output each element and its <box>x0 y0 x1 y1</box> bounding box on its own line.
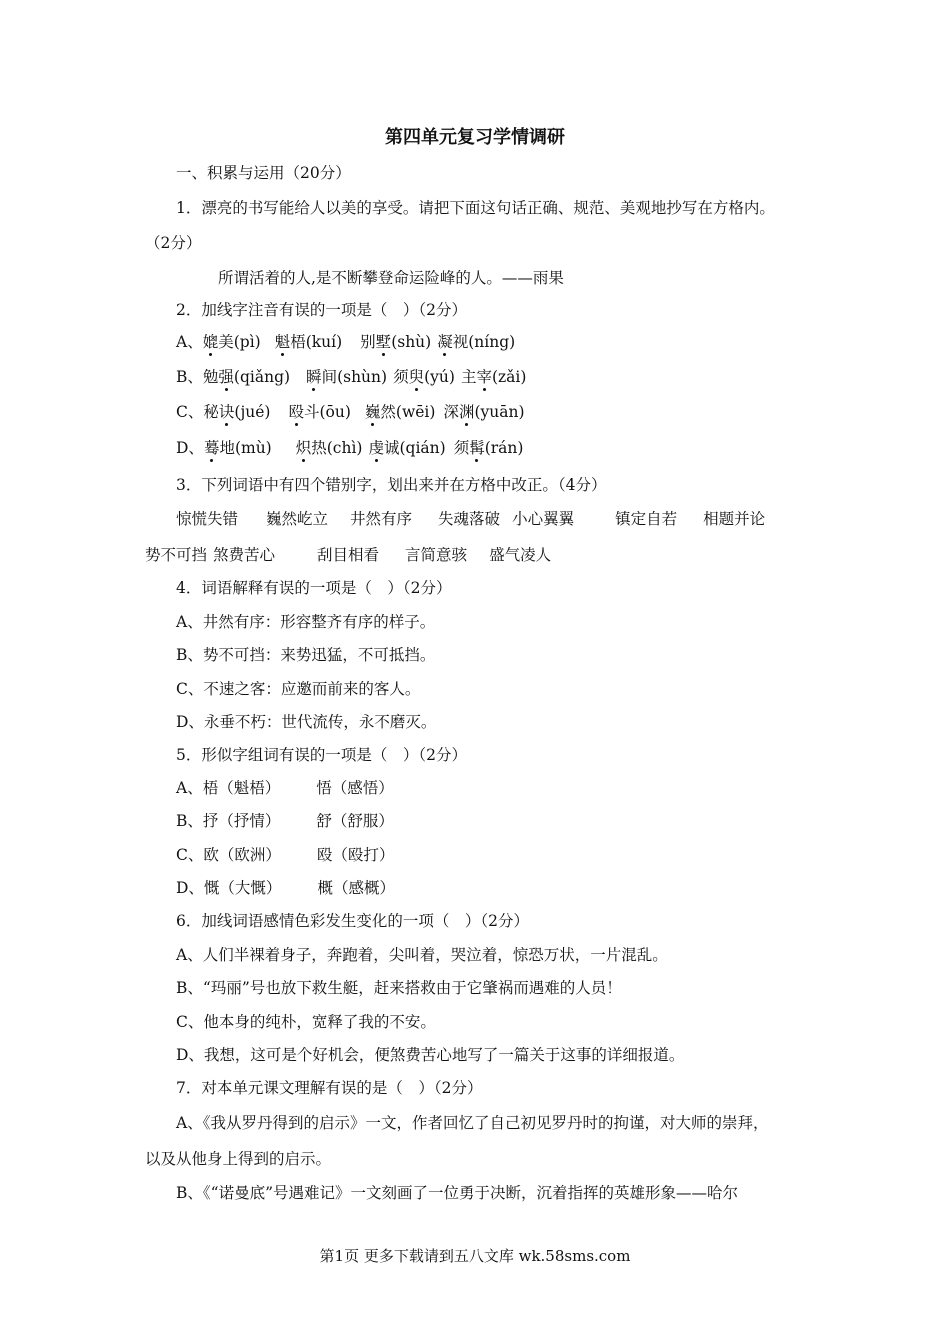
question-6-option-c: C、他本身的纯朴，宽释了我的不安。 <box>176 1013 436 1031</box>
question-4-stem: 4．词语解释有误的一项是（ ）（2分） <box>176 579 452 597</box>
question-6-option-d: D、我想，这可是个好机会，便煞费苦心地写了一篇关于这事的详细报道。 <box>176 1046 685 1064</box>
page-footer: 第1页 更多下载请到五八文库 wk.58sms.com <box>319 1247 631 1265</box>
pinyin-item: 媲美(pì) <box>202 333 261 351</box>
word-item: 煞费苦心 <box>213 546 276 564</box>
word-item: 巍然屹立 <box>266 510 329 528</box>
underdot-character: 宰 <box>476 368 492 386</box>
question-7-option-a: A、《我从罗丹得到的启示》一文，作者回忆了自己初见罗丹时的拘谨，对大师的崇拜， <box>176 1114 769 1132</box>
option-word: 舒（舒服） <box>316 812 394 830</box>
underdot-character: 墅 <box>375 333 392 351</box>
pinyin-item: 殴斗(ōu) <box>288 403 351 421</box>
question-3-row-1 <box>176 509 765 529</box>
underdot-character: 诀 <box>218 403 235 421</box>
underdot-character: 巍 <box>364 403 381 421</box>
pinyin-item: 凝视(níng) <box>437 333 516 351</box>
question-2-option-d <box>176 438 523 458</box>
question-1-quote: 所谓活着的人,是不断攀登命运险峰的人。——雨果 <box>218 269 564 287</box>
option-label: A、 <box>176 333 203 351</box>
option-word: B、抒（抒情） <box>176 812 281 830</box>
question-2-option-a <box>176 332 515 352</box>
underdot-character: 蓦 <box>203 439 220 457</box>
question-2-option-c <box>176 402 525 422</box>
option-word: 悟（感悟） <box>316 779 394 797</box>
pinyin-item: 炽热(chì) <box>295 439 363 457</box>
word-item: 势不可挡 <box>145 546 208 564</box>
question-6-option-a: A、人们半裸着身子，奔跑着，尖叫着，哭泣着，惊恐万状，一片混乱。 <box>176 946 668 964</box>
pinyin-item: 魁梧(kuí) <box>274 333 343 351</box>
question-7-option-a-cont: 以及从他身上得到的启示。 <box>145 1150 332 1168</box>
option-word: C、欧（欧洲） <box>176 846 281 864</box>
pinyin-item: 深渊(yuān) <box>443 403 525 421</box>
pinyin-item: 勉强(qiǎng) <box>202 368 291 386</box>
pinyin-item: 秘诀(jué) <box>203 403 271 421</box>
pinyin-item: 须臾(yú) <box>393 368 455 386</box>
underdot-character: 强 <box>218 368 234 386</box>
question-5-option-b <box>176 811 394 831</box>
underdot-character: 臾 <box>408 368 425 386</box>
question-6-option-b: B、“玛丽”号也放下救生艇，赶来搭救由于它肇祸而遇难的人员！ <box>176 979 622 997</box>
underdot-character: 媲 <box>202 333 219 351</box>
underdot-character: 髯 <box>469 439 485 457</box>
underdot-character: 殴 <box>288 403 304 421</box>
word-item: 井然有序 <box>350 510 413 528</box>
question-3-row-2 <box>145 545 551 565</box>
word-item: 小心翼翼 <box>512 510 575 528</box>
question-2-option-b <box>176 367 526 387</box>
option-label: C、 <box>176 403 204 421</box>
word-item: 刮目相看 <box>317 546 380 564</box>
option-word: D、慨（大慨） <box>176 879 282 897</box>
question-3-stem: 3．下列词语中有四个错别字，划出来并在方格中改正。（4分） <box>176 476 607 494</box>
question-5-option-c <box>176 845 394 865</box>
option-label: B、 <box>176 368 203 386</box>
question-2-stem: 2．加线字注音有误的一项是（ ）（2分） <box>176 301 467 319</box>
underdot-character: 瞬 <box>306 368 322 386</box>
pinyin-item: 蓦地(mù) <box>203 439 272 457</box>
underdot-character: 凝 <box>437 333 453 351</box>
section-heading: 一、积累与运用（20分） <box>176 164 351 182</box>
question-7-option-b: B、《“诺曼底”号遇难记》一文刻画了一位勇于决断，沉着指挥的英雄形象——哈尔 <box>176 1184 738 1202</box>
question-4-option-b: B、势不可挡：来势迅猛，不可抵挡。 <box>176 646 436 664</box>
question-6-stem: 6．加线词语感情色彩发生变化的一项（ ）（2分） <box>176 912 529 930</box>
word-item: 相题并论 <box>703 510 766 528</box>
pinyin-item: 虔诚(qián) <box>368 439 446 457</box>
underdot-character: 渊 <box>458 403 475 421</box>
underdot-character: 虔 <box>368 439 384 457</box>
underdot-character: 炽 <box>295 439 312 457</box>
pinyin-item: 主宰(zǎi) <box>460 368 527 386</box>
question-5-stem: 5．形似字组词有误的一项是（ ）（2分） <box>176 746 467 764</box>
question-1-text: 1．漂亮的书写能给人以美的享受。请把下面这句话正确、规范、美观地抄写在方格内。 <box>176 199 775 217</box>
pinyin-item: 巍然(wēi) <box>364 403 436 421</box>
word-item: 失魂落破 <box>438 510 501 528</box>
word-item: 惊慌失错 <box>176 510 239 528</box>
pinyin-item: 瞬间(shùn) <box>306 368 388 386</box>
page-title: 第四单元复习学情调研 <box>385 127 565 148</box>
question-4-option-d: D、永垂不朽：世代流传，永不磨灭。 <box>176 713 437 731</box>
pinyin-item: 须髯(rán) <box>453 439 524 457</box>
pinyin-item: 别墅(shù) <box>360 333 432 351</box>
option-word: 概（感概） <box>317 879 395 897</box>
underdot-character: 魁 <box>274 333 291 351</box>
question-7-stem: 7．对本单元课文理解有误的是（ ）（2分） <box>176 1079 483 1097</box>
question-4-option-a: A、井然有序：形容整齐有序的样子。 <box>176 613 436 631</box>
question-5-option-d <box>176 878 395 898</box>
word-item: 镇定自若 <box>615 510 678 528</box>
option-label: D、 <box>176 439 204 457</box>
question-5-option-a <box>176 778 394 798</box>
option-word: 殴（殴打） <box>316 846 395 864</box>
word-item: 盛气凌人 <box>489 546 552 564</box>
word-item: 言简意骇 <box>405 546 468 564</box>
option-word: A、梧（魁梧） <box>176 779 281 797</box>
question-4-option-c: C、不速之客：应邀而前来的客人。 <box>176 680 421 698</box>
question-1-score: （2分） <box>145 234 202 252</box>
